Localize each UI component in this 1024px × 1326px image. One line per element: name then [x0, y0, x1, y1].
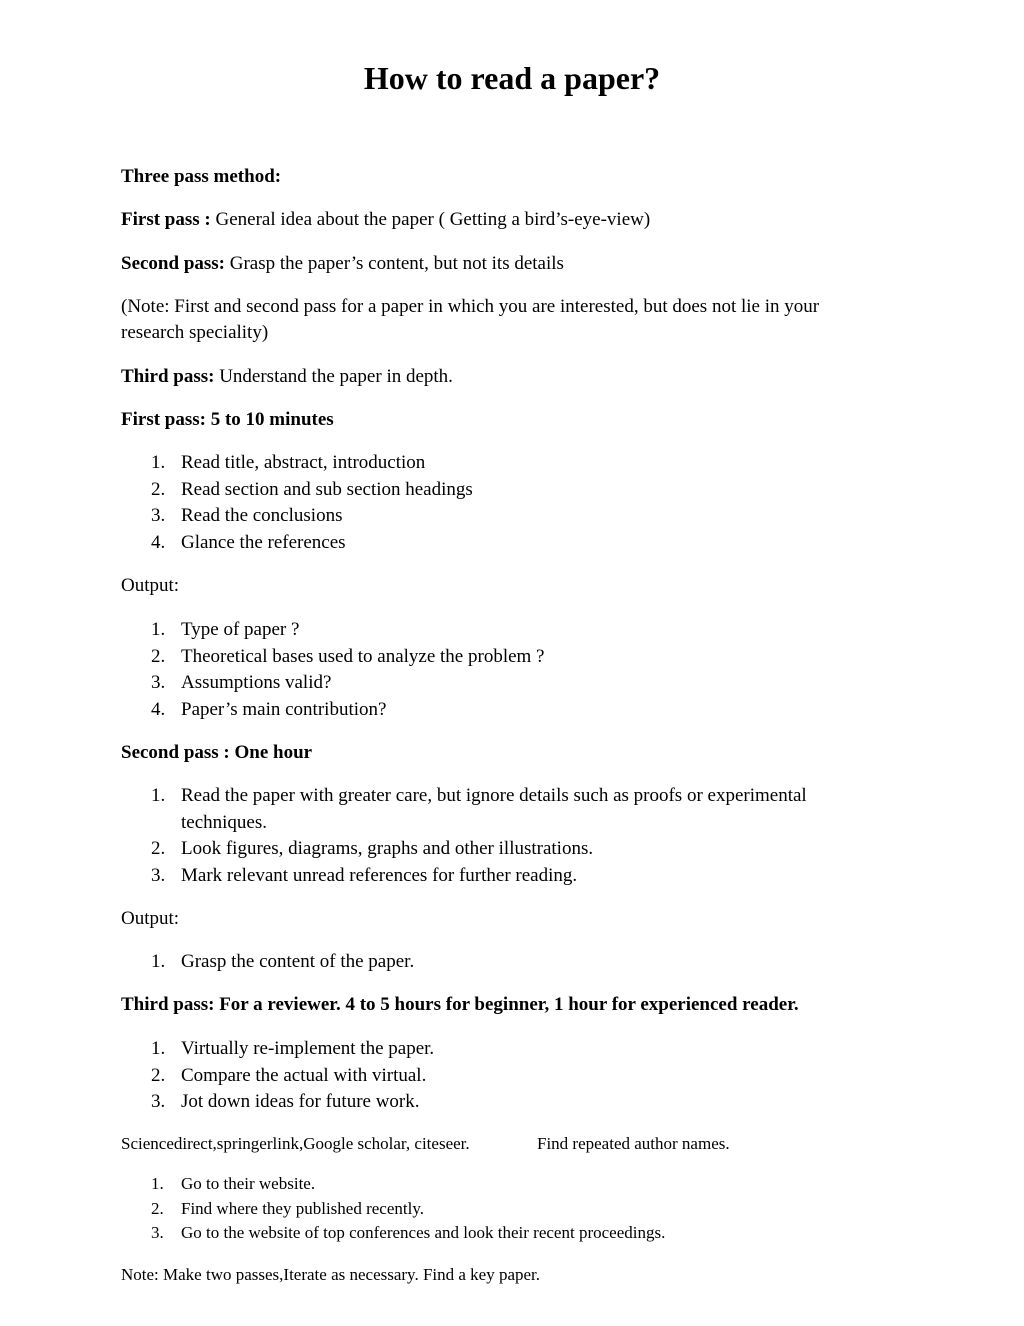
second-pass-output-label: Output:	[121, 908, 180, 929]
list-item: 1. Type of paper ?	[151, 619, 300, 640]
second-pass-steps	[121, 783, 881, 889]
sources-line-left: Sciencedirect,springerlink,Google scholar, citeseer.	[121, 1134, 470, 1153]
second-pass-summary: Second pass: Grasp the paper’s content, but not its details	[121, 253, 564, 274]
first-pass-steps	[121, 450, 473, 556]
list-item: 3. Assumptions valid?	[151, 672, 332, 693]
list-item: 3. Read the conclusions	[151, 505, 343, 526]
list-item: 1. Virtually re-implement the paper.	[151, 1038, 435, 1059]
list-item: 1. Grasp the content of the paper.	[151, 951, 415, 972]
list-item: 4. Glance the references	[151, 531, 346, 553]
first-pass-summary: First pass : General idea about the paper ( Getting a bird’s-eye-view)	[121, 209, 651, 230]
list-item: 2. Compare the actual with virtual.	[151, 1064, 427, 1086]
list-item: 2. Find where they published recently.	[151, 1198, 424, 1218]
list-item: 3. Mark relevant unread references for further reading.	[151, 864, 578, 886]
second-pass-label: Second pass:	[121, 253, 225, 274]
first-pass-output-label: Output:	[121, 575, 180, 596]
list-item: 3. Go to the website of top conferences and look their recent proceedings.	[151, 1223, 666, 1242]
sources-line-right: Find repeated author names.	[537, 1134, 730, 1153]
first-pass-heading: First pass: 5 to 10 minutes	[121, 409, 334, 430]
list-item: 1. Read title, abstract, introduction	[151, 452, 426, 473]
first-pass-label: First pass :	[121, 209, 211, 230]
first-pass-outputs	[121, 617, 545, 723]
three-pass-heading: Three pass method:	[121, 166, 282, 187]
third-pass-summary: Third pass: Understand the paper in depth.	[121, 366, 453, 387]
second-pass-heading: Second pass : One hour	[121, 742, 313, 763]
list-item: 2. Theoretical bases used to analyze the problem ?	[151, 645, 545, 667]
third-pass-heading: Third pass: For a reviewer. 4 to 5 hours for beginner, 1 hour for experienced reader.	[121, 994, 799, 1015]
list-item: 1. Read the paper with greater care, but ignore details such as proofs or experimental techniques.	[151, 785, 807, 833]
page-title: How to read a paper?	[363, 60, 661, 96]
final-note: Note: Make two passes,Iterate as necessary. Find a key paper.	[121, 1265, 541, 1284]
list-item: 3. Jot down ideas for future work.	[151, 1091, 420, 1112]
list-item: 1. Go to their website.	[151, 1174, 316, 1193]
list-item: 2. Read section and sub section headings	[151, 478, 473, 500]
second-pass-outputs	[121, 949, 414, 976]
third-pass-label: Third pass:	[121, 366, 215, 387]
note-paragraph: (Note: First and second pass for a paper in which you are interested, but does not lie in your research speciality)	[121, 296, 820, 343]
list-item: 2. Look figures, diagrams, graphs and other illustrations.	[151, 838, 594, 859]
third-pass-steps	[121, 1036, 434, 1116]
list-item: 4. Paper’s main contribution?	[151, 698, 387, 720]
sources-steps	[121, 1172, 665, 1246]
